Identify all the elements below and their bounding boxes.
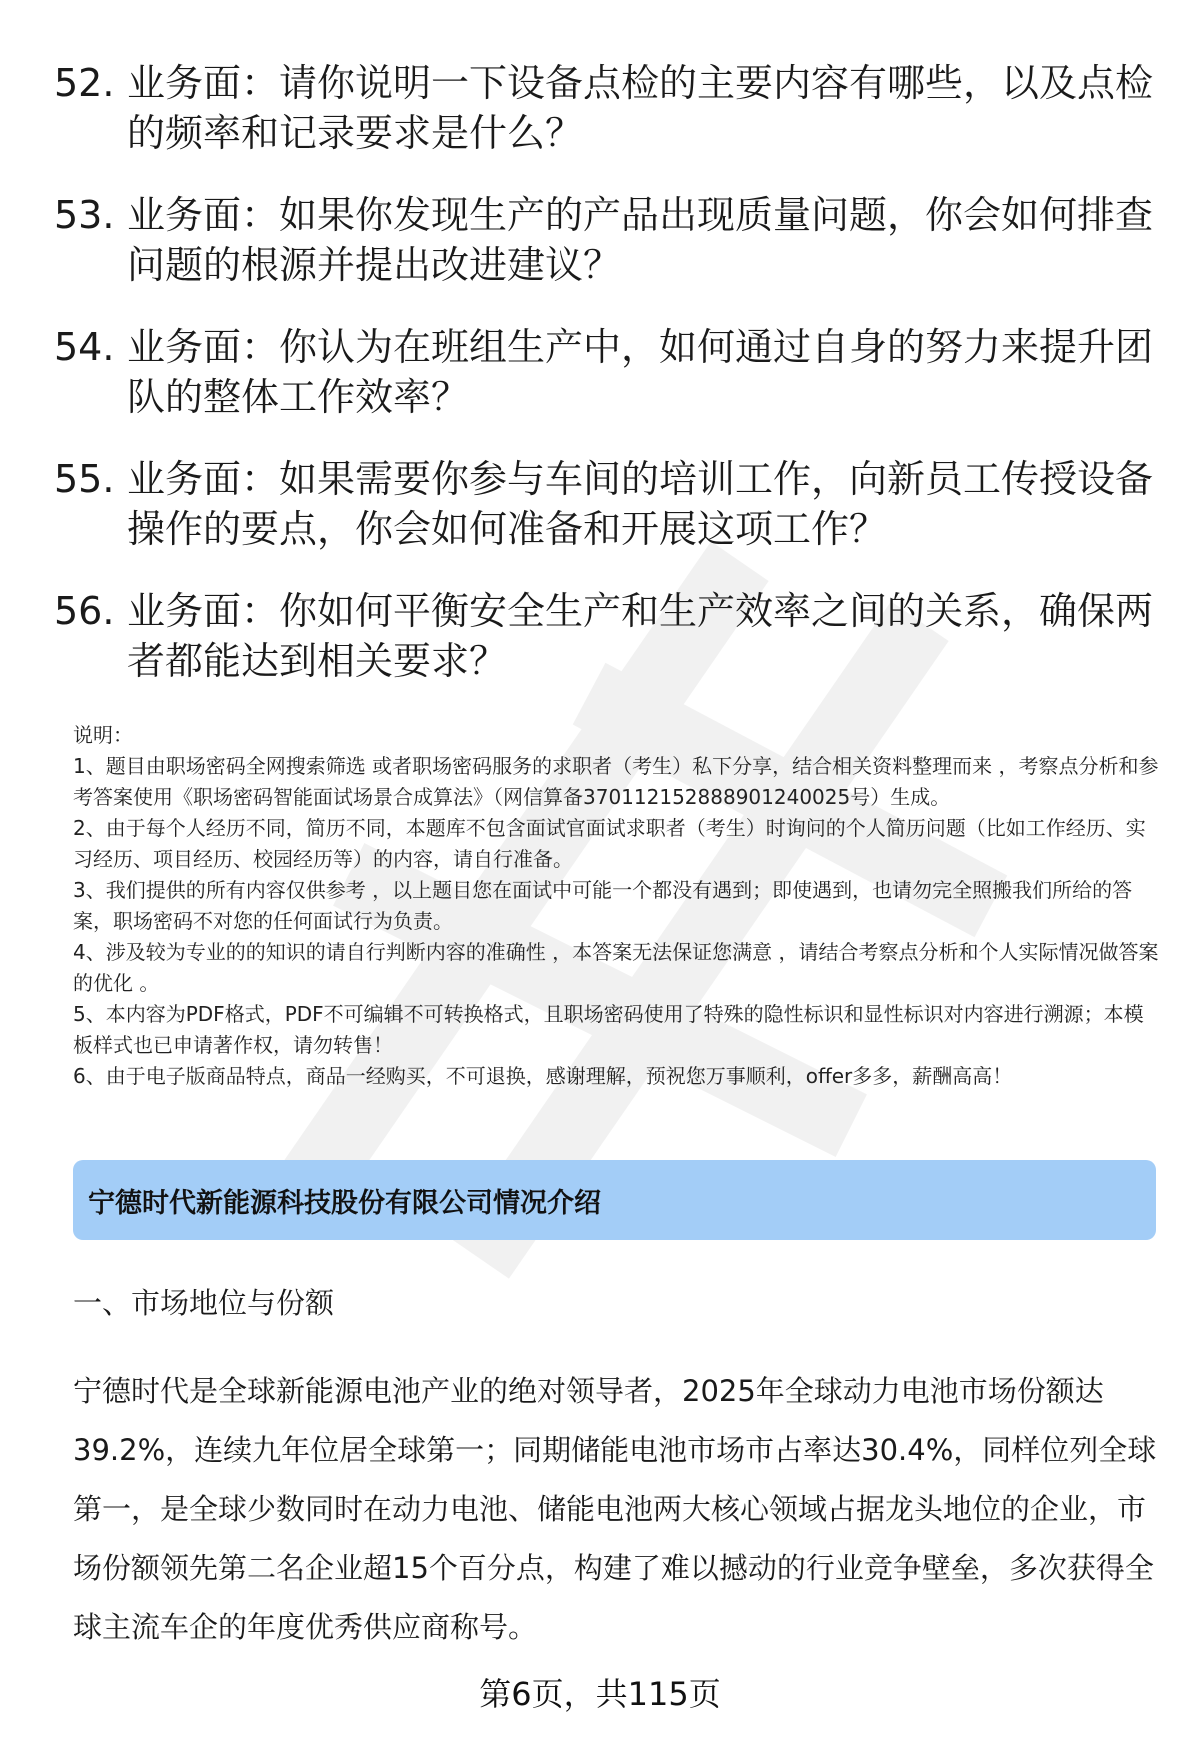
question-text: 业务面：如果需要你参与车间的培训工作，向新员工传授设备操作的要点，你会如何准备和开展这项工作？ (127, 457, 1154, 551)
company-banner (73, 1160, 1156, 1240)
page-number: 第6页，共115页 (479, 1675, 721, 1713)
note-item: 3、我们提供的所有内容仅供参考 ，以上题目您在面试中可能一个都没有遇到；即使遇到，也请勿完全照搬我们所给的答案，职场密码不对您的任何面试行为负责。 (73, 878, 1133, 933)
note-item: 4、涉及较为专业的的知识的请自行判断内容的准确性 ，本答案无法保证您满意 ，请结合考察点分析和个人实际情况做答案的优化 。 (73, 940, 1159, 995)
question-text: 业务面：你如何平衡安全生产和生产效率之间的关系，确保两者都能达到相关要求？ (127, 589, 1154, 683)
question-list (54, 58, 1154, 718)
question-item (54, 58, 1154, 158)
section-heading: 一、市场地位与份额 (73, 1286, 335, 1320)
question-text: 业务面：你认为在班组生产中，如何通过自身的努力来提升团队的整体工作效率？ (127, 325, 1154, 419)
question-item (54, 190, 1154, 290)
notes-section (73, 720, 1163, 1092)
question-number: 52. (54, 61, 115, 105)
question-item (54, 454, 1154, 554)
question-number: 53. (54, 193, 115, 237)
question-number: 56. (54, 589, 115, 633)
notes-heading: 说明： (73, 723, 133, 747)
question-item (54, 322, 1154, 422)
note-item: 2、由于每个人经历不同，简历不同，本题库不包含面试官面试求职者（考生）时询问的个人简历问题（比如工作经历、实习经历、项目经历、校园经历等）的内容，请自行准备。 (73, 816, 1146, 871)
company-title: 宁德时代新能源科技股份有限公司情况介绍 (88, 1187, 601, 1219)
question-number: 54. (54, 325, 115, 369)
note-item: 5、本内容为PDF格式，PDF不可编辑不可转换格式，且职场密码使用了特殊的隐性标识和显性标识对内容进行溯源；本模板样式也已申请著作权，请勿转售！ (73, 1002, 1144, 1057)
question-text: 业务面：请你说明一下设备点检的主要内容有哪些，以及点检的频率和记录要求是什么？ (127, 61, 1154, 155)
question-number: 55. (54, 457, 115, 501)
note-item: 1、题目由职场密码全网搜索筛选 或者职场密码服务的求职者（考生）私下分享，结合相关资料整理而来 ，考察点分析和参考答案使用《职场密码智能面试场景合成算法》（网信算备370112152888901240025号）生成。 (73, 754, 1159, 809)
section-paragraph: 宁德时代是全球新能源电池产业的绝对领导者，2025年全球动力电池市场份额达39.2%，连续九年位居全球第一；同期储能电池市场市占率达30.4%，同样位列全球第一，是全球少数同时在动力电池、储能电池两大核心领域占据龙头地位的企业，市场份额领先第二名企业超15个百分点，构建了难以撼动的行业竞争壁垒，多次获得全球主流车企的年度优秀供应商称号。 (73, 1374, 1157, 1644)
section-body (73, 1362, 1163, 1657)
question-text: 业务面：如果你发现生产的产品出现质量问题，你会如何排查问题的根源并提出改进建议？ (127, 193, 1154, 287)
question-item (54, 586, 1154, 686)
note-item: 6、由于电子版商品特点，商品一经购买，不可退换，感谢理解，预祝您万事顺利，offer多多，薪酬高高！ (73, 1064, 1013, 1088)
